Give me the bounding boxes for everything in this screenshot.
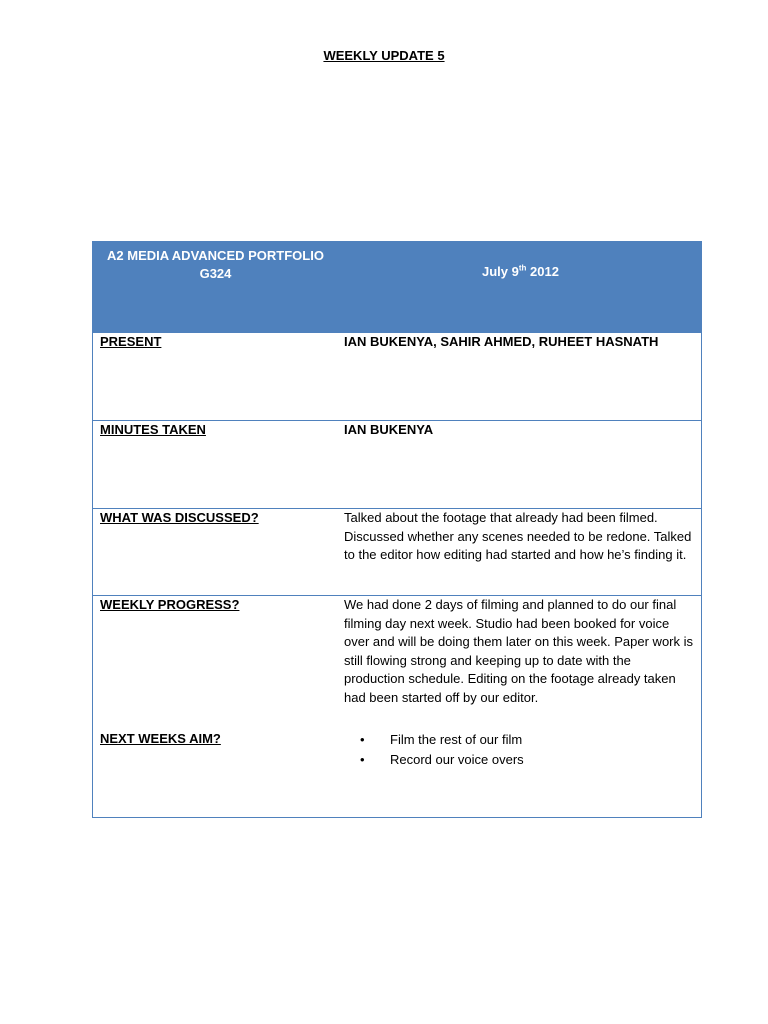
course-title: A2 MEDIA ADVANCED PORTFOLIO xyxy=(107,248,324,263)
table-row-weekly-progress xyxy=(93,595,701,817)
minutes-taken-value: IAN BUKENYA xyxy=(344,422,434,437)
list-item xyxy=(360,730,524,750)
weekly-progress-label: WEEKLY PROGRESS? xyxy=(100,597,240,612)
minutes-taken-label: MINUTES TAKEN xyxy=(100,422,206,437)
what-was-discussed-value: Talked about the footage that already had been filmed. Discussed whether any scenes needed to be redone. Talked to the editor how editing had started and how he’s finding it. xyxy=(344,510,692,563)
date-ordinal-suffix: th xyxy=(518,263,527,273)
what-was-discussed-label: WHAT WAS DISCUSSED? xyxy=(100,510,259,525)
date-year: 2012 xyxy=(526,264,559,279)
list-item xyxy=(360,750,524,770)
table-row-what-was-discussed xyxy=(93,508,701,595)
course-code: G324 xyxy=(199,266,232,281)
next-weeks-aim-label: NEXT WEEKS AIM? xyxy=(100,731,221,746)
minutes-table xyxy=(92,241,702,818)
date-day: July 9 xyxy=(482,264,519,279)
present-value: IAN BUKENYA, SAHIR AHMED, RUHEET HASNATH xyxy=(344,334,659,349)
table-header-row xyxy=(93,242,701,332)
weekly-progress-value: We had done 2 days of filming and planned to do our final filming day next week. Studio had been booked for voice over and will be doing them later on this week. Paper work is still flowing strong and keeping up to date with the production schedule. Editing on the footage already taken had been started off by our editor. xyxy=(344,597,694,705)
course-heading xyxy=(93,247,338,283)
table-row-present xyxy=(93,332,701,420)
bullet-icon: • xyxy=(360,732,365,747)
meeting-date xyxy=(338,263,703,281)
next-weeks-aim-list xyxy=(360,730,524,770)
table-row-minutes-taken xyxy=(93,420,701,508)
present-label: PRESENT xyxy=(100,334,162,349)
aim-item-text: Film the rest of our film xyxy=(390,732,523,747)
bullet-icon: • xyxy=(360,752,365,767)
document-title: WEEKLY UPDATE 5 xyxy=(323,48,445,63)
aim-item-text: Record our voice overs xyxy=(390,752,524,767)
